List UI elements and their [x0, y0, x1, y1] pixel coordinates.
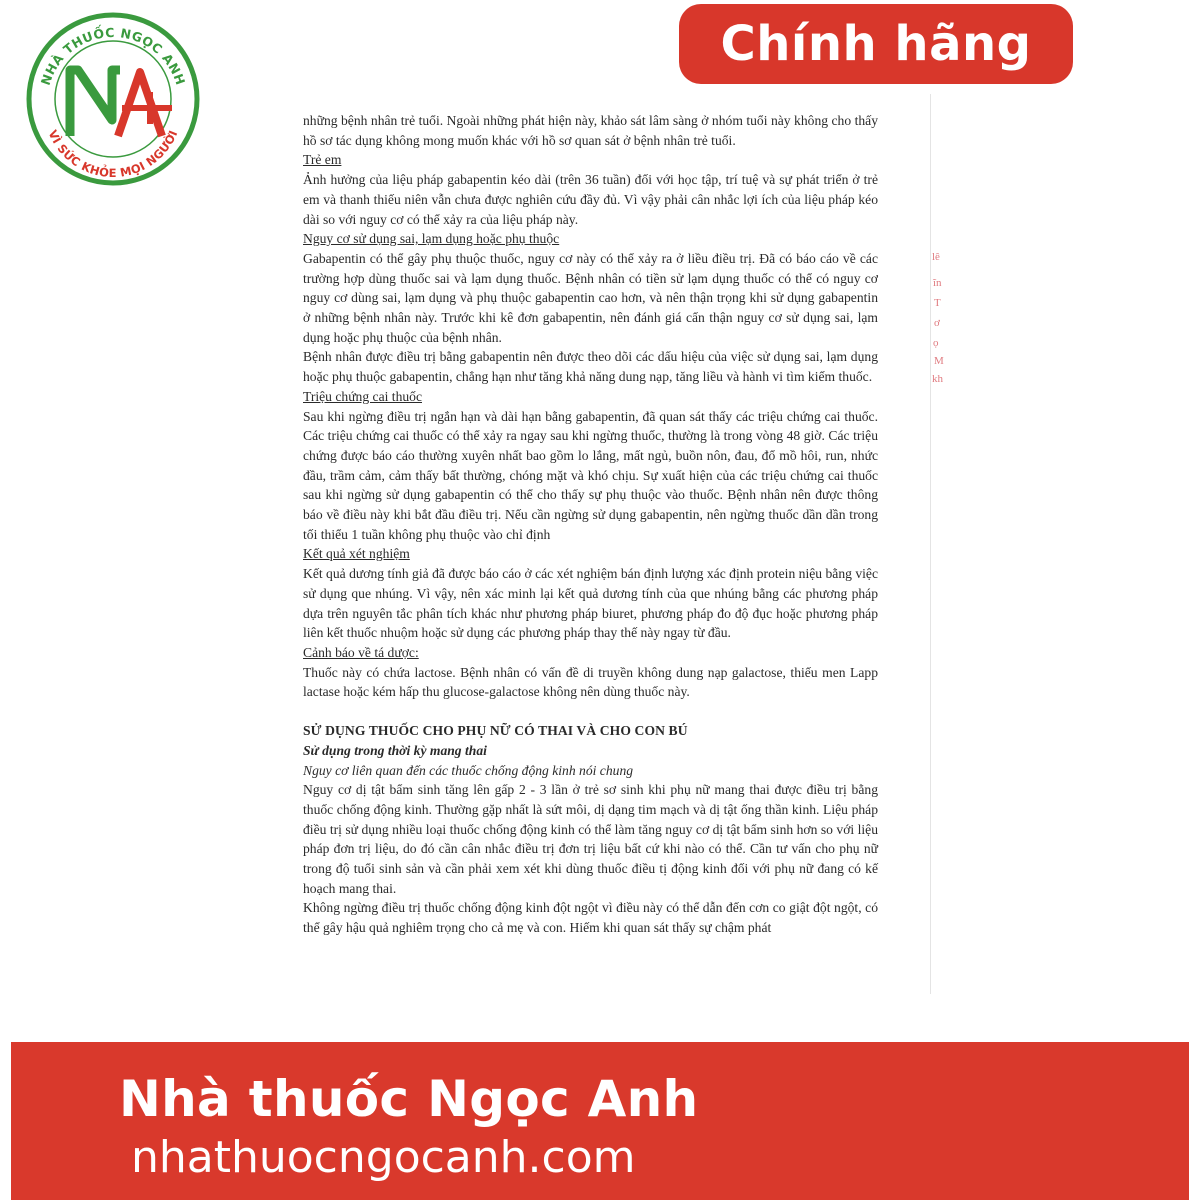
heading-misuse-risk: Nguy cơ sử dụng sai, lạm dụng hoặc phụ thuộc	[303, 231, 560, 247]
subheading-pregnancy: Sử dụng trong thời kỳ mang thai	[303, 742, 487, 758]
footer-website: nhathuocngocanh.com	[131, 1132, 636, 1183]
logo-emblem-icon	[22, 8, 204, 190]
document-page	[303, 111, 878, 938]
paragraph-misuse-risk-2: Bệnh nhân được điều trị bằng gabapentin nên được theo dõi các dấu hiệu của việc sử dụng sai, lạm dụng hoặc phụ thuộc gabapentin, chẳng hạn như tăng khả năng dung nạp, tăng liều và hành vi tìm kiếm thuốc.	[303, 349, 878, 385]
stamp-char: ĩn	[933, 277, 942, 289]
page-margin-divider	[930, 94, 931, 994]
paragraph-elderly-continued: những bệnh nhân trẻ tuổi. Ngoài những phát hiện này, khảo sát lâm sàng ở nhóm tuổi này không cho thấy hồ sơ tác dụng không mong muốn khác với hồ sơ quan sát ở bệnh nhân trẻ tuổi.	[303, 113, 878, 148]
stamp-char: kh	[932, 373, 943, 385]
paragraph-lab-results: Kết quả dương tính giả đã được báo cáo ở các xét nghiệm bán định lượng xác định protein niệu bằng việc sử dụng que nhúng. Vì vậy, nên xác minh lại kết quả dương tính của que nhúng bằng các phương pháp dựa trên nguyên tắc phân tích khác như phương pháp biuret, phương pháp đo độ đục hoặc phương pháp liên kết thuốc nhuộm hoặc sử dụng các phương pháp thay thế này ngay từ đầu.	[303, 566, 878, 641]
paragraph-children: Ảnh hưởng của liệu pháp gabapentin kéo dài (trên 36 tuần) đối với học tập, trí tuệ và sự phát triển ở trẻ em và thanh thiếu niên vẫn chưa được nghiên cứu đầy đủ. Vì vậy phải cân nhắc lợi ích của liệu pháp kéo dài so với nguy cơ có thể xảy ra của liệu pháp này.	[303, 172, 878, 227]
stamp-char: lê	[932, 251, 940, 263]
footer-banner	[11, 1042, 1189, 1200]
heading-excipient-warning: Cảnh báo về tá dược:	[303, 644, 419, 660]
stamp-char: T	[934, 297, 941, 309]
section-title-pregnancy: SỬ DỤNG THUỐC CHO PHỤ NỮ CÓ THAI VÀ CHO CON BÚ	[303, 723, 688, 739]
paragraph-excipient-warning: Thuốc này có chứa lactose. Bệnh nhân có vấn đề di truyền không dung nạp galactose, thiếu men Lapp lactase hoặc kém hấp thu glucose-galactose không nên dùng thuốc này.	[303, 664, 878, 700]
paragraph-withdrawal: Sau khi ngừng điều trị ngắn hạn và dài hạn bằng gabapentin, đã quan sát thấy các triệu chứng cai thuốc. Các triệu chứng cai thuốc có thể xảy ra ngay sau khi ngừng thuốc, thường là trong vòng 48 giờ. Các triệu chứng được báo cáo thường xuyên nhất bao gồm lo lắng, mất ngủ, buồn nôn, đau, đổ mồ hôi, run, nhức đầu, trầm cảm, cảm thấy bất thường, chóng mặt và khó chịu. Sự xuất hiện của các triệu chứng cai thuốc sau khi ngừng sử dụng gabapentin có thể cho thấy sự phụ thuộc vào thuốc. Bệnh nhân nên được thông báo về điều này khi bắt đầu điều trị. Nếu cần ngừng sử dụng gabapentin, nên ngừng thuốc dần dần trong tối thiểu 1 tuần không phụ thuộc vào chỉ định	[303, 408, 878, 542]
heading-children: Trẻ em	[303, 152, 342, 168]
pharmacy-logo	[22, 8, 204, 190]
logo-top-text: NHÀ THUỐC NGỌC ANH	[37, 24, 189, 88]
stamp-char: ọ	[933, 337, 939, 349]
authentic-badge-label: Chính hãng	[720, 16, 1032, 72]
authentic-badge	[679, 4, 1073, 84]
paragraph-pregnancy-2: Không ngừng điều trị thuốc chống động kinh đột ngột vì điều này có thể dẫn đến cơn co giật đột ngột, có thể gây hậu quả nghiêm trọng cho cả mẹ và con. Hiếm khi quan sát thấy sự chậm phát	[303, 900, 878, 936]
stamp-char: ơ	[934, 317, 940, 329]
logo-bottom-text: VÌ SỨC KHỎE MỌI NGƯỜI	[45, 127, 181, 180]
heading-withdrawal: Triệu chứng cai thuốc	[303, 388, 422, 404]
stamp-char: M	[934, 355, 944, 367]
subheading-antiepileptic-risk: Nguy cơ liên quan đến các thuốc chống động kinh nói chung	[303, 762, 634, 778]
footer-brand: Nhà thuốc Ngọc Anh	[119, 1070, 699, 1128]
paragraph-pregnancy-1: Nguy cơ dị tật bẩm sinh tăng lên gấp 2 - 3 lần ở trẻ sơ sinh khi phụ nữ mang thai được điều trị bằng thuốc chống động kinh. Thường gặp nhất là sứt môi, dị dạng tim mạch và dị tật ống thần kinh. Liệu pháp điều trị sử dụng nhiều loại thuốc chống động kinh có thể làm tăng nguy cơ dị tật bẩm sinh hơn so với liệu pháp đơn trị liệu, do đó cần cân nhắc điều trị đơn trị liệu bất cứ khi nào có thể. Cần tư vấn cho phụ nữ trong độ tuổi sinh sản và cần phải xem xét khi dùng thuốc điều tị động kinh đối với phụ nữ đang có kế hoạch mang thai.	[303, 782, 878, 896]
side-stamp	[930, 250, 946, 390]
heading-lab-results: Kết quả xét nghiệm	[303, 546, 410, 562]
paragraph-misuse-risk-1: Gabapentin có thể gây phụ thuộc thuốc, nguy cơ này có thể xảy ra ở liều điều trị. Đã có báo cáo về các trường hợp dùng thuốc sai và lạm dụng thuốc. Bệnh nhân có tiền sử lạm dụng thuốc có thể có nguy cơ nguy cơ dùng sai, lạm dụng và phụ thuộc gabapentin cao hơn, và nên thận trọng khi sử dụng gabapentin ở những bệnh nhân này. Trước khi kê đơn gabapentin, nên đánh giá cẩn thận nguy cơ sử dụng sai, lạm dụng hoặc phụ thuộc của bệnh nhân.	[303, 250, 878, 345]
